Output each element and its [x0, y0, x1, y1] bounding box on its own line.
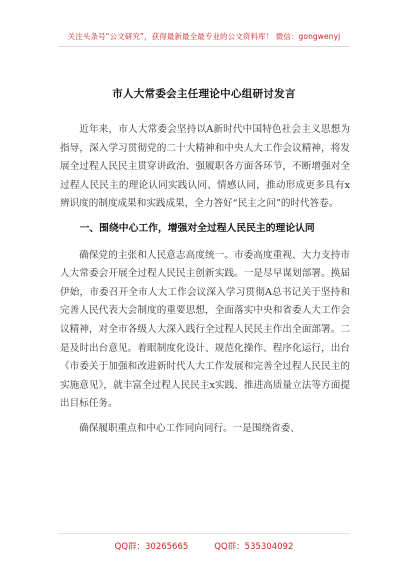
body-paragraph: 确保履职重点和中心工作同向同行。一是围绕省委、 [79, 422, 300, 434]
qq-group-2: QQ群：535304092 [214, 542, 294, 552]
document-body [60, 121, 350, 445]
footer-contacts [0, 540, 408, 552]
intro-paragraph: 近年来，市人大常委会坚持以A新时代中国特色社会主义思想为指导，深入学习贯彻党的二十大精神和中央人大工作会议精神，将发展全过程人民民主贯穿讲政治、强履职各方面各环节，不断增强对全过程人民民主的理论认同实践认同、情感认同，推动形成更多具有x辨识度的制度成果和实践成果，全力答好“民主之问”的时代答卷。 [60, 124, 350, 210]
promo-banner: 关注头条号“公文研究”，获得最新最全最专业的公文资料库！ 微信：gongwenyj [67, 32, 341, 41]
qq-group-1: QQ群：30265665 [114, 542, 189, 552]
section-heading: 一、围绕中心工作，增强对全过程人民民主的理论认同 [79, 222, 315, 234]
footer-divider [58, 533, 350, 534]
header-divider [58, 46, 350, 47]
body-paragraph: 确保党的主张和人民意志高度统一。市委高度重视、大力支持市人大常委会开展全过程人民民主创新实践。一是尽早谋划部署。换届伊始，市委召开全市人大工作会议深入学习贯彻A总书记关于坚持和完善人民代表大会制度的重要思想，全面落实中央和省委人大工作会议精神，对全市各级人大深入践行全过程人民民主作出全面部署。二是及时出台意见。着眼制度化设计、规范化操作、程序化运行，出台《市委关于加强和改进新时代人大工作发展和完善全过程人民民主的实施意见》，就丰富全过程人民民主x实践、推进高质量立法等方面提出目标任务。 [60, 249, 350, 410]
document-title: 市人大常委会主任理论中心组研讨发言 [112, 88, 296, 100]
